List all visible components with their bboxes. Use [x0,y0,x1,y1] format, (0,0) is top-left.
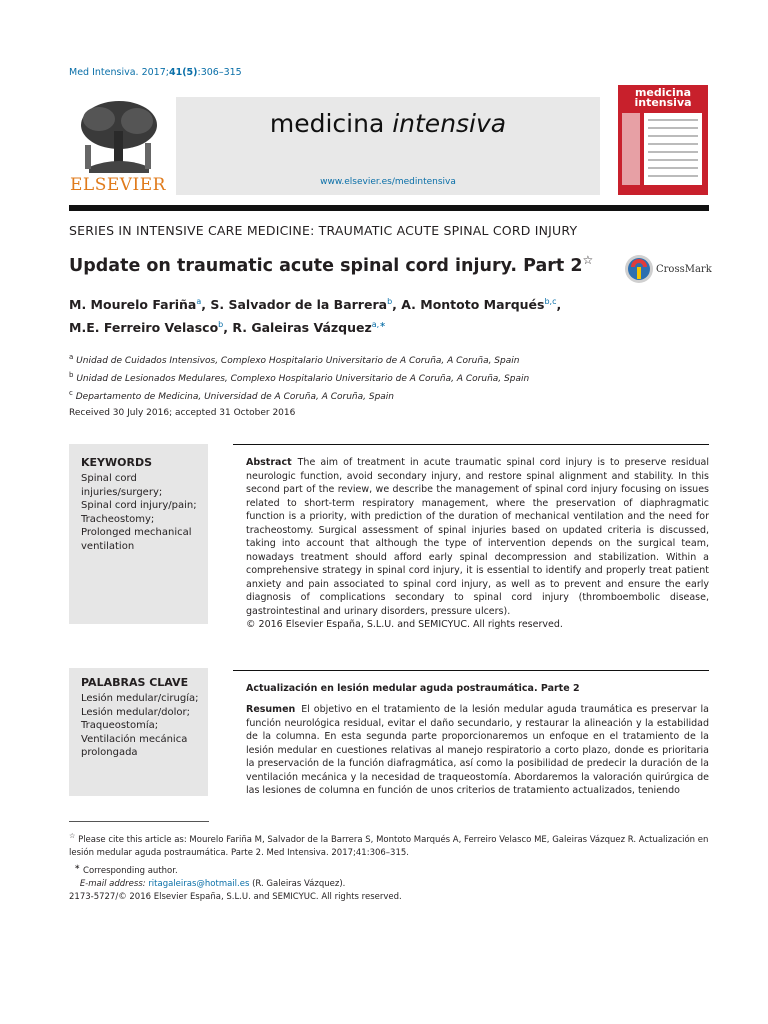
resumen-label: Resumen [246,704,296,715]
citation-prefix: Med Intensiva. 2017; [69,67,169,78]
corresponding-author-text: Corresponding author. [83,865,178,876]
footnote-mark: ☆ [69,831,76,840]
affiliation-text: Departamento de Medicina, Universidad de A Coruña, A Coruña, Spain [75,392,395,402]
keywords-heading: KEYWORDS [81,456,153,469]
crossmark-icon [624,254,654,284]
citation-footnote-text: Please cite this article as: Mourelo Fariña M, Salvador de la Barrera S, Montoto Marqués A, Ferreiro Velasco ME, Galeiras Vázquez R. Actualización en lesión medular aguda postraumática. Parte 2. Med Intensiva. 2017;41:306–315. [69,834,709,858]
copyright-line: 2173-5727/© 2016 Elsevier España, S.L.U. and SEMICYUC. All rights reserved. [69,892,402,902]
resumen-section [246,703,709,798]
article-series: SERIES IN INTENSIVE CARE MEDICINE: TRAUMATIC ACUTE SPINAL CORD INJURY [69,223,578,238]
author-name: S. Salvador de la Barrera [210,297,388,313]
title-footnote-mark[interactable]: ☆ [582,253,594,267]
masthead-divider [69,205,709,211]
elsevier-logo[interactable] [69,97,167,195]
palabras-clave-heading: PALABRAS CLAVE [81,676,189,689]
affiliation-list [69,350,529,404]
abstract-text: The aim of treatment in acute traumatic spinal cord injury is to preserve residual neurologic function, avoid secondary injury, and restore spinal alignment and stability. In this second part of the review, we describe the management of spinal cord injury focusing on issues related to short-term respiratory management, where the preservation of diaphragmatic function is a priority, with prediction of the duration of mechanical ventilation and the need for tracheostomy. Surgical assessment of spinal injuries based on updated criteria is discussed, taking into account that although the type of intervention depends on the surgical team, nowadays treatment should afford early spinal decompression and stabilization. Within a comprehensive strategy in spinal cord injury, it is essential to identify and properly treat patient anxiety and pain associated to spinal cord injury, as well as to prevent and ensure the early diagnosis of complications secondary to spinal cord injury (thromboembolic disease, gastrointestinal and urinary disorders, pressure ulcers). [246,457,709,617]
journal-name-plain: medicina [269,109,393,138]
abstract-top-rule [233,444,709,445]
email-link[interactable]: ritagaleiras@hotmail.es [148,878,250,889]
affiliation-item [69,386,529,404]
palabras-clave-list [81,692,203,760]
abstract-label: Abstract [246,457,292,468]
keyword-item[interactable]: Spinal cord injury/pain; [81,500,197,511]
affiliation-mark: b [69,371,74,379]
author-list: M. Mourelo Fariña$^a$, S. Salvador de la Barrera$^b$, A. Montoto Marqués$^{b,c}$, M.E. Ferreiro Velasco$^b$, R. Galeiras Vázquez$^{a,∗}$ [69,297,562,336]
resumen-text: El objetivo en el tratamiento de la lesión medular aguda traumática es preservar la función neurológica residual, evitar el daño secundario, y restaurar la alineación y la estabilidad de la columna. En esta segunda parte proporcionaremos un enfoque en el tratamiento de la lesión medular en cuestiones relativas al manejo respiratorio a corto plazo, donde es prioritaria la preservación de la función diafragmática, así como la posibilidad de predecir la duración de la ventilación mecánica y la necesidad de traqueostomía. Abordaremos la valoración quirúrgica de las lesiones de columna en función de unos criterios de tratamiento actualizados, teniendo [246,704,709,796]
article-title-text: Update on traumatic acute spinal cord injury. Part 2 [69,255,583,276]
citation-pages: :306–315 [197,67,242,78]
email-label: E-mail address: [79,878,146,889]
corresponding-author-note [69,860,709,878]
author-name: M. Mourelo Fariña [69,297,197,313]
footnote-rule [69,821,209,822]
keyword-item[interactable]: Spinal cord injuries/surgery; [81,473,163,498]
author-affiliation-link[interactable]: b [387,297,393,306]
email-suffix: (R. Galeiras Vázquez). [252,878,346,889]
crossmark-label: CrossMark [656,264,712,275]
affiliation-mark: c [69,389,73,397]
keyword-item[interactable]: Traqueostomía; [81,720,159,731]
keyword-item[interactable]: Tracheostomy; [81,513,155,525]
citation-issue: (5) [182,67,198,78]
publisher-name: ELSEVIER [70,175,166,195]
article-title [69,253,593,276]
author-affiliation-link[interactable]: b [218,320,224,330]
affiliation-text: Unidad de Cuidados Intensivos, Complexo Hospitalario Universitario de A Coruña, A Coruña, Spain [76,356,520,366]
journal-citation[interactable] [69,67,242,78]
affiliation-item [69,350,529,368]
keyword-item[interactable]: Ventilación mecánica prolongada [81,733,188,758]
author-name: R. Galeiras Vázquez [232,320,372,336]
cover-sidebar [622,113,640,185]
abstract-copyright: © 2016 Elsevier España, S.L.U. and SEMICYUC. All rights reserved. [246,619,563,630]
elsevier-tree-icon [69,97,167,177]
author-name: M.E. Ferreiro Velasco [69,320,219,336]
palabras-clave-box [69,668,208,796]
author-affiliation-link[interactable]: b,c [544,297,557,306]
keywords-list [81,472,203,553]
citation-volume: 41 [168,67,183,78]
citation-footnote [69,829,709,860]
affiliation-item [69,368,529,386]
crossmark-badge[interactable] [624,254,714,288]
author-affiliation-link[interactable]: a [196,297,202,306]
resumen-title: Actualización en lesión medular aguda postraumática. Parte 2 [246,683,580,694]
affiliation-mark: a [69,353,74,361]
keyword-item[interactable]: Lesión medular/cirugía; [81,693,199,704]
cover-content-area [644,113,702,185]
keywords-box [69,444,208,624]
received-dates: Received 30 July 2016; accepted 31 October 2016 [69,408,296,418]
keyword-item[interactable]: Lesión medular/dolor; [81,706,190,718]
journal-name [176,109,600,138]
resumen-top-rule [233,670,709,671]
footnotes [69,829,709,891]
journal-name-italic: intensiva [392,109,507,138]
abstract-section [246,456,709,632]
affiliation-text: Unidad de Lesionados Medulares, Complexo Hospitalario Universitario de A Coruña, A Coruña, Spain [76,374,530,384]
footnote-mark: ∗ [74,861,81,871]
journal-url-link[interactable]: www.elsevier.es/medintensiva [320,177,456,187]
journal-masthead [176,97,600,195]
keyword-item[interactable]: Prolonged mechanical ventilation [81,527,192,552]
email-note [69,878,709,891]
author-name: A. Montoto Marqués [401,297,545,313]
author-affiliation-link[interactable]: a,∗ [371,320,386,330]
journal-cover-thumbnail[interactable] [618,85,708,195]
cover-title: medicina intensiva [634,86,692,109]
